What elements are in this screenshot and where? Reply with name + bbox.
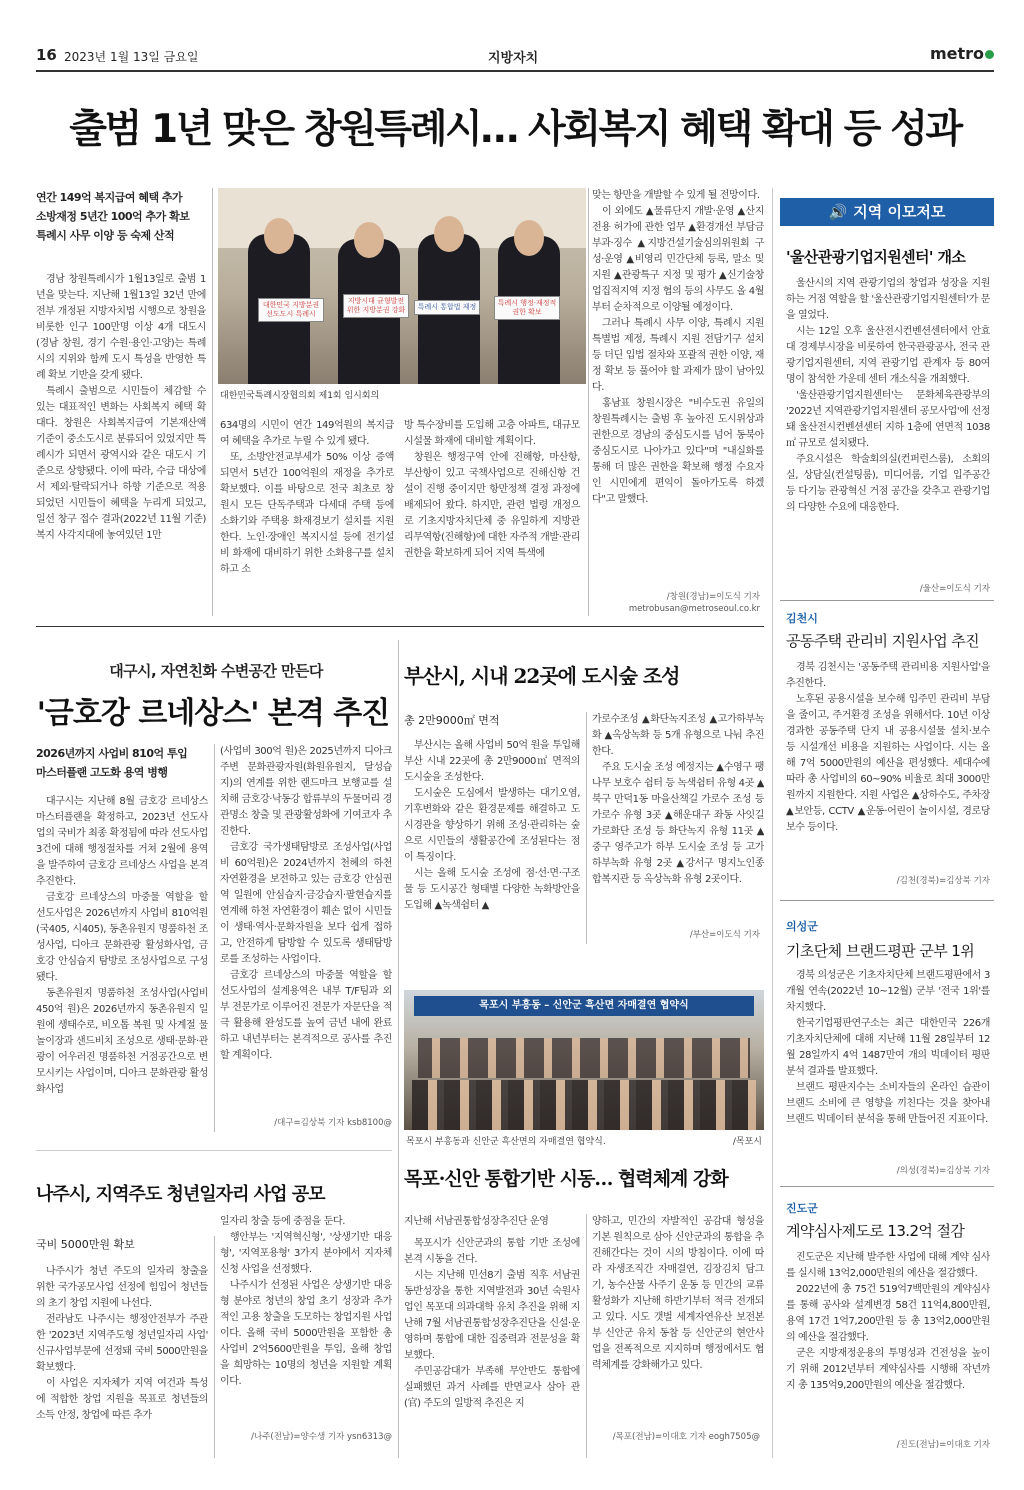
busan-byline: /부산=이도식 기자 — [689, 930, 760, 940]
main-col2-p2: 또, 소방안전교부세가 50% 이상 증액되면서 5년간 100억원의 재정을 추가로 확보했다. 이를 바탕으로 전국 최초로 창원시 모든 단독주택과 다세대 주택 등에 소화기와 주택용 화재경보기 설치를 지원한다. 노인·장애인 복지시설 등에 전기설비 화재에 대비하기 위한 소화용구를 설치하고 소 — [220, 452, 394, 575]
subhead-1: 연간 149억 복지급여 혜택 추가 — [36, 191, 183, 204]
daegu-headline: '금호강 르네상스' 본격 추진 — [36, 696, 390, 731]
daegu-kicker: 대구시, 자연친화 수변공간 만든다 — [109, 662, 323, 680]
daegu-col2-p3: 금호강 르네상스의 마중물 역할을 할 선도사업의 설계용역은 내부 T/F팀과 외부 전문가로 이루어진 전문가 자문단을 적극 활용해 완성도를 높여 금년 내에 완료하고 내년부터는 본격적으로 공사를 추진할 계획이다. — [220, 970, 392, 1061]
subhead-3: 특례시 사무 이양 등 숙제 산적 — [36, 229, 175, 242]
sidebar-1-body — [786, 276, 990, 578]
busan-col-2 — [592, 712, 764, 922]
sidebar-4-p2: 2022년에 총 75건 519억7백만원의 계약심사를 통해 공사와 설계변경 58건 11억4,800만원, 용역 17건 1억7,200만원 등 총 13억2,000만원의 예산을 절감했다. — [786, 1284, 990, 1343]
sidebar-3-p2: 한국기업평판연구소는 최근 대한민국 226개 기초자치단체에 대해 지난해 11월 28일부터 12월 28일까지 4억 1487만여 개의 빅데이터 평판 분석 결과를 발표했다. — [786, 1018, 990, 1077]
sidebar-1-headline: '울산관광기업지원센터' 개소 — [786, 248, 966, 266]
naju-col2-p2: 행안부는 '지역혁신형', '상생기반 대응형', '지역포용형' 3가지 분야에서 지자체 신청 사업을 선정했다. — [220, 1232, 392, 1275]
busan-col1-p1: 부산시는 올해 사업비 50억 원을 투입해 부산 시내 22곳에 총 2만9000㎡ 면적의 도시숲을 조성한다. — [404, 740, 580, 783]
mokpo-col1-p2: 목포시가 신안군과의 통합 기반 조성에 본격 시동을 건다. — [404, 1238, 580, 1265]
mokpo-col2-p1: 양하고, 민간의 자발적인 공감대 형성을 기본 원칙으로 삼아 신안군과의 통합을 추진해간다는 것이 시의 방침이다. 이에 따라 자생조직간 자매결연, 김장김치 담그기, 농수산물 사주기 운동 등 민간의 교류 활성화가 지난해 하반기부터 적극 전개되고 있다. 시도 갯벌 세계자연유산 보전본부 신안군 유치 동참 등 신안군의 현안사업을 전폭적으로 지지하며 행정에서도 협력체계를 강화해가고 있다. — [592, 1216, 764, 1371]
main-photo — [218, 188, 586, 384]
main-col4-p4: 홍남표 창원시장은 "비수도권 유일의 창원특례시는 출범 후 높아진 도시위상과 권한으로 경남의 중심도시를 넘어 동북아 중심도시로 나아가고 있다"며 "내실화를 통해 더 많은 권한을 확보해 행정 수요자인 시민에게 편익이 돌아가도록 하겠다"고 말했다. — [592, 398, 764, 505]
sidebar-3-p1: 경북 의성군은 기초자치단체 브랜드평판에서 3개월 연속(2022년 10~12월) 군부 '전국 1위'를 차지했다. — [786, 970, 990, 1013]
main-headline: 출범 1년 맞은 창원특례시… 사회복지 혜택 확대 등 성과 — [69, 107, 961, 152]
naju-col1-p3: 이 사업은 지자체가 지역 여건과 특성에 적합한 창업 지원을 목표로 청년들의 소득 안정, 창업에 따른 추가 — [36, 1378, 208, 1421]
daegu-subhead-2: 마스터플랜 고도화 용역 병행 — [36, 766, 168, 779]
daegu-subhead-1: 2026년까지 사업비 810억 투입 — [36, 747, 188, 760]
naju-byline: /나주(전남)=양수생 기자 ysn6313@ — [251, 1432, 392, 1442]
mokpo-col1-p1: 지난해 서남권통합성장추진단 운영 — [404, 1216, 549, 1227]
sidebar-2-body — [786, 660, 990, 866]
busan-col1-p3: 시는 올해 도시숲 조성에 점·선·면·구조물 등 도시공간 형태별 다양한 녹화방안을 도입해 ▲녹색쉼터 ▲ — [404, 868, 580, 911]
busan-col-1 — [404, 738, 580, 946]
naju-col1-p1: 나주시가 청년 주도의 일자리 창출을 위한 국가공모사업 선정에 힘입어 청년들의 초기 창업 지원에 나선다. — [36, 1266, 208, 1309]
main-col4-p2: 이 외에도 ▲물류단지 개발·운영 ▲산지 전용 허가에 관한 업무 ▲환경개선 부담금 부과·징수 ▲지방건설기술심의위원회 구성·운영 ▲비영리 민간단체 등록, 말소 및 지원 ▲관광특구 지정 및 평가 ▲신기술창업집적지역 지정 협의 등의 사무도 올 4월부터 순차적으로 이양될 예정이다. — [592, 206, 764, 313]
main-col-1 — [36, 272, 206, 612]
sidebar-3-body — [786, 968, 990, 1158]
daegu-byline: /대구=김상북 기자 ksb8100@ — [274, 1118, 392, 1128]
main-col4-p1: 맞는 항만을 개발할 수 있게 될 전망이다. — [592, 190, 760, 201]
photo-sign-4: 특례시 행정·재정적 권한 확보 — [494, 296, 560, 320]
header-rule — [36, 70, 994, 72]
sidebar-1-p1: 울산시의 지역 관광기업의 창업과 성장을 지원하는 거점 역할을 할 '울산관광기업지원센터'가 문을 열었다. — [786, 278, 990, 321]
sidebar-4-p1: 진도군은 지난해 발주한 사업에 대해 계약 심사를 실시해 13억2,000만원의 예산을 절감했다. — [786, 1252, 990, 1279]
daegu-col2-p2: 금호강 국가생태탐방로 조성사업(사업비 60억원)은 2024년까지 천혜의 하천 자연환경을 보전하고 있는 금호강 안심권역 일원에 안심습지·금강습지·팔현습지를 연계해 하천 자연환경이 훼손 없이 시민들이 생태·역사·문화자원을 보다 쉽게 접하고, 안전하게 탐방할 수 있도록 생태탐방로를 조성하는 사업이다. — [220, 842, 392, 965]
main-subheads — [36, 188, 216, 245]
sidebar-2-region: 김천시 — [786, 612, 818, 625]
mokpo-photo-banner: 목포시 부흥동 – 신안군 흑산면 자매결연 협약식 — [414, 996, 754, 1016]
subhead-2: 소방재정 5년간 100억 추가 확보 — [36, 210, 190, 223]
sidebar-1-byline: /울산=이도식 기자 — [919, 584, 990, 594]
page-number: 16 — [36, 46, 57, 64]
mokpo-byline: /목포(전남)=이대호 기자 eogh7505@ — [612, 1432, 760, 1442]
mokpo-col1-p4: 주민공감대가 부족해 무안반도 통합에 실패했던 과거 사례를 반면교사 삼아 관(官) 주도의 일방적 추진은 지 — [404, 1366, 580, 1409]
naju-headline: 나주시, 지역주도 청년일자리 사업 공모 — [36, 1184, 325, 1205]
main-col1-p1: 경남 창원특례시가 1월13일로 출범 1년을 맞는다. 지난해 1월13일 32년 만에 전부 개정된 지방자치법 시행으로 창원을 비롯한 인구 100만명 이상 4개 대도시(경남 창원, 경기 수원·용인·고양)는 특례시의 지위와 함께 도시 특성을 반영한 특례 확보 기반을 갖게 됐다. — [36, 274, 206, 381]
busan-col2-p2: 주요 도시숲 조성 예정지는 ▲수영구 팽나무 보호수 쉼터 등 녹색쉼터 유형 4곳 ▲북구 만덕1동 마을산책길 가로수 조성 등 가로수 유형 3곳 ▲해운대구 좌동 사잇길 가로화단 조성 등 화단녹지 유형 11곳 ▲중구 영주고가 하부 도시숲 조성 등 고가하부녹화 유형 2곳 ▲강서구 명지노인종합복지관 등 옥상녹화 유형 2곳이다. — [592, 762, 764, 885]
sidebar-4-p3: 군은 지방재정운용의 투명성과 건전성을 높이기 위해 2012년부터 계약심사를 시행해 작년까지 총 135억9,200만원의 예산을 절감했다. — [786, 1348, 990, 1391]
logo-circle-icon — [985, 50, 994, 59]
daegu-col1-p2: 금호강 르네상스의 마중물 역할을 할 선도사업은 2026년까지 사업비 810억원(국405, 시405), 동촌유원지 명품하천 조성사업, 디아크 문화관광 활성화사업, 금호강 안심습지 탐방로 조성사업으로 구성됐다. — [36, 892, 208, 983]
metro-logo: metro — [929, 44, 984, 63]
daegu-subheads — [36, 744, 216, 782]
naju-col2-p1: 일자리 창출 등에 중점을 둔다. — [220, 1216, 346, 1227]
sidebar-1-p2: 시는 12일 오후 울산전시컨벤션센터에서 안효대 경제부시장을 비롯하여 한국관광공사, 전국 관광기업지원센터, 지역 관광기업 관계자 등 80여 명이 참석한 가운데 센터 개소식을 개최했다. — [786, 326, 990, 385]
sidebar-3-p3: 브랜드 평판지수는 소비자들의 온라인 습관이 브랜드 소비에 큰 영향을 끼친다는 것을 찾아내 브랜드 빅데이터 분석을 통해 만들어진 지표이다. — [786, 1082, 990, 1125]
mokpo-photo — [404, 990, 764, 1130]
naju-col-1 — [36, 1264, 208, 1458]
busan-subhead: 총 2만9000㎡ 면적 — [404, 714, 500, 727]
issue-date: 2023년 1월 13일 금요일 — [64, 50, 199, 64]
sidebar-4-headline: 계약심사제도로 13.2억 절감 — [786, 1222, 965, 1240]
main-col3-p1: 방 특수장비를 도입해 고층 아파트, 대규모 시설물 화재에 대비할 계획이다. — [404, 420, 580, 447]
sidebar-4-body — [786, 1250, 990, 1432]
main-email: metrobusan@metroseoul.co.kr — [628, 604, 760, 614]
main-photo-caption: 대한민국특례시장협의회 제1회 임시회의 — [220, 391, 380, 401]
naju-subhead: 국비 5000만원 확보 — [36, 1238, 135, 1251]
main-col-4 — [592, 188, 764, 586]
sidebar-2-p2: 노후된 공용시설을 보수해 입주민 관리비 부담을 줄이고, 주거환경 조성을 위해서다. 10년 이상 경과한 공동주택 단지 내 공용시설물 설치·보수 등 시설개선 비용을 지원하는 사업이다. 시는 올해 7억 5000만원의 예산을 편성했다. 세대수에 따라 총 사업비의 60~90% 비율로 최대 3000만원까지 지원한다. 지원 사업은 ▲상하수도, 주차장 ▲보안등, CCTV ▲운동·어린이 놀이시설, 경로당 보수 등이다. — [786, 694, 990, 833]
sidebar-2-byline: /김천(경북)=김상북 기자 — [896, 876, 990, 886]
photo-sign-3: 특례시 통합법 제정 — [414, 300, 480, 315]
main-col3-p2: 창원은 행정구역 안에 진해항, 마산항, 부산항이 있고 국책사업으로 진해신항 건설이 진행 중이지만 항만정책 결정 과정에 배제되어 왔다. 하지만, 관련 법령 개정으로 기초지방자치단체 중 유일하게 지방관리무역항(진해항)에 대한 자주적 개발·관리 권한을 확보하게 되어 지역 특색에 — [404, 452, 580, 559]
daegu-col2-p1: (사업비 300억 원)은 2025년까지 디아크 주변 문화관광자원(화원유원지, 달성습지)의 연계를 위한 랜드마크 보행교를 설치해 금호강·낙동강 합류부의 두물머리 경관명소 창출 및 관광활성화에 기여코자 추진한다. — [220, 746, 392, 837]
busan-col2-p1: 가로수조성 ▲화단녹지조성 ▲고가하부녹화 ▲옥상녹화 등 5개 유형으로 나눠 추진한다. — [592, 714, 764, 757]
daegu-col-2 — [220, 744, 392, 1112]
main-col-2 — [220, 418, 394, 612]
sidebar-4-region: 진도군 — [786, 1202, 818, 1215]
sidebar-3-headline: 기초단체 브랜드평판 군부 1위 — [786, 942, 975, 960]
mokpo-col1-p3: 시는 지난해 민선8기 출범 직후 서남권 동반성장을 통한 지역발전과 30년 숙원사업인 목포대 의과대학 유치 추진을 위해 지난해 7월 서남권통합성장추진단을 신설·운영하며 통합에 대한 집중력과 전문성을 확보했다. — [404, 1270, 580, 1361]
photo-sign-1: 대한민국 지방분권 선도도시 특례시 — [258, 298, 324, 322]
busan-col1-p2: 도시숲은 도심에서 발생하는 대기오염, 기후변화와 같은 환경문제를 해결하고 도시경관을 향상하기 위해 조성·관리하는 숲으로 시민들의 생활공간에 조성된다는 점이 특징이다. — [404, 788, 580, 863]
sidebar-1-p3: '울산관광기업지원센터'는 문화체육관광부의 '2022년 지역관광기업지원센터 공모사업'에 선정돼 울산전시컨벤션센터 지하 1층에 연면적 1038㎡ 규모로 설치됐다. — [786, 390, 990, 449]
mokpo-col-2 — [592, 1214, 764, 1426]
mokpo-headline: 목포·신안 통합기반 시동… 협력체계 강화 — [404, 1168, 728, 1190]
sidebar-banner-label: 지역 이모저모 — [853, 203, 946, 221]
page-header — [36, 44, 994, 68]
sidebar-3-byline: /의성(경북)=김상북 기자 — [896, 1166, 990, 1176]
sidebar-2-headline: 공동주택 관리비 지원사업 추진 — [786, 632, 980, 650]
naju-col2-p3: 나주시가 선정된 사업은 상생기반 대응형 분야로 청년의 창업 초기 성장과 추가적인 고용 창출을 도모하는 창업지원 사업이다. 올해 국비 5000만원을 포함한 총 사업비 2억5600만원을 투입, 올해 창업을 희망하는 10명의 청년을 지원할 계획이다. — [220, 1280, 392, 1387]
naju-col-2 — [220, 1214, 392, 1426]
main-col1-p2: 특례시 출범으로 시민들이 체감할 수 있는 대표적인 변화는 사회복지 혜택 확대다. 창원은 사회복지급여 기본재산액 기준이 중소도시로 분류되어 있었지만 특례시가 되면서 광역시와 같은 대도시 기준으로 상향됐다. 이에 따라, 수급 대상에서 제외·탈락되거나 하향 기준으로 적용되었던 시민들이 혜택을 누리게 되었고, 일선 창구 접수 결과(2022년 11월 기준) 복지 사각지대에 놓여있던 1만 — [36, 386, 206, 541]
naju-top-rule — [36, 1150, 392, 1151]
naju-col1-p2: 전라남도 나주시는 행정안전부가 주관한 '2023년 지역주도형 청년일자리 사업' 신규사업부문에 선정돼 국비 5000만원을 확보했다. — [36, 1314, 208, 1373]
photo-sign-2: 지방시대 균형발전 위한 지방분권 강화 — [343, 294, 409, 318]
daegu-col1-p3: 동촌유원지 명품하천 조성사업(사업비 450억 원)은 2026년까지 동촌유원지 일원에 생태수로, 비오톱 복원 및 사계절 물놀이장과 샌드비치 조성으로 생태·문화·관광이 어우러진 명품하천 거점공간으로 변모시키는 사업이며, 디아크 문화관광 활성화사업 — [36, 988, 208, 1095]
mokpo-photo-caption: 목포시 부흥동과 신안군 흑산면의 자매결연 협약식. — [406, 1137, 606, 1147]
main-col4-p3: 그러나 특례시 사무 이양, 특례시 지원 특별법 제정, 특례시 지원 전담기구 설치 등 더딘 입법 절차와 포괄적 권한 이양, 재정 확보 등 풀어야 할 과제가 많이 남아있다. — [592, 318, 764, 393]
main-bottom-rule — [36, 626, 764, 627]
section-name: 지방자치 — [488, 51, 539, 66]
mokpo-photo-credit: /목포시 — [732, 1137, 762, 1147]
speaker-icon: 🔊 — [828, 203, 848, 221]
sidebar-banner — [780, 198, 994, 226]
mokpo-col-1 — [404, 1214, 580, 1458]
main-byline: /창원(경남)=이도식 기자 — [666, 592, 760, 602]
sidebar-3-region: 의성군 — [786, 920, 818, 933]
daegu-col1-p1: 대구시는 지난해 8월 금호강 르네상스 마스터플랜을 확정하고, 2023년 선도사업의 국비가 최종 확정됨에 따라 선도사업 3건에 대해 행정절차를 거쳐 2월에 용역을 발주하여 금호강 르네상스 사업을 본격 추진한다. — [36, 796, 208, 887]
sidebar-4-byline: /진도(전남)=이대호 기자 — [896, 1440, 990, 1450]
main-col2-p1: 634명의 시민이 연간 149억원의 복지급여 혜택을 추가로 누릴 수 있게 됐다. — [220, 420, 394, 447]
main-col-3 — [404, 418, 580, 612]
daegu-col-1 — [36, 794, 208, 1130]
sidebar-2-p1: 경북 김천시는 '공동주택 관리비용 지원사업'을 추진한다. — [786, 662, 990, 689]
sidebar-1-p4: 주요시설은 학술회의실(컨퍼런스룸), 소회의실, 상담실(컨설팅룸), 미디어룸, 기업 입주공간 등 다기능 관광혁신 거점 공간을 갖추고 관광기업의 다양한 수요에 대응한다. — [786, 454, 990, 513]
busan-headline: 부산시, 시내 22곳에 도시숲 조성 — [404, 664, 680, 688]
